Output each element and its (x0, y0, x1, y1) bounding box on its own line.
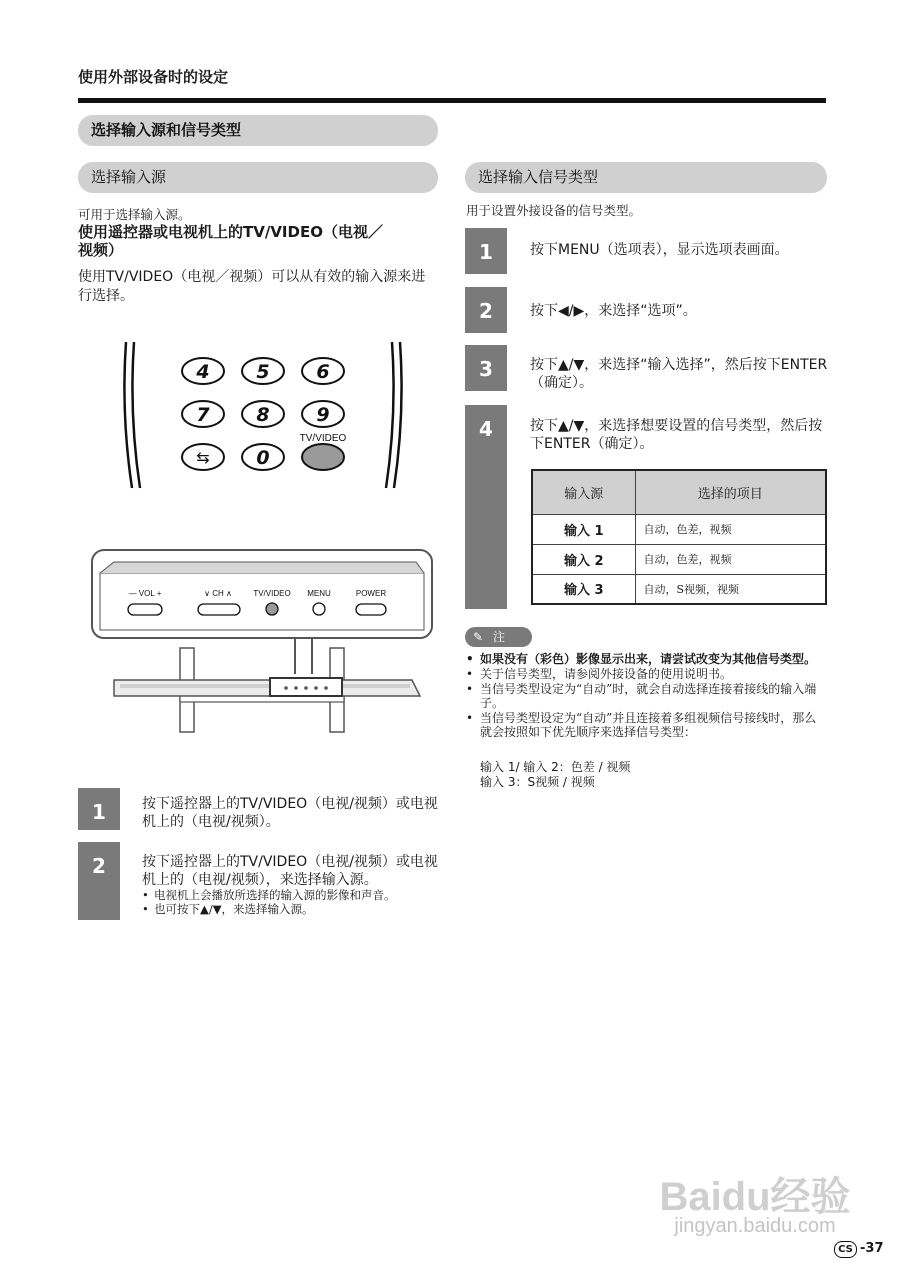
table-cell-options: 自动，色差，视频 (635, 514, 826, 544)
note-item: • 如果没有（彩色）影像显示出来，请尝试改变为其他信号类型。 (466, 652, 828, 666)
note-label: 注 (493, 630, 506, 644)
notes-list (466, 652, 828, 740)
page-number: -37 (860, 1241, 884, 1256)
remote-illustration (118, 340, 408, 490)
table-row (532, 544, 826, 574)
vol-label: — VOL + (128, 589, 162, 598)
watermark-logo: Baidu经验 (659, 1175, 851, 1219)
table-row (532, 574, 826, 604)
priority-line-2: 输入 3：S视频 / 视频 (480, 775, 595, 789)
flashback-icon: ⇆ (196, 448, 210, 467)
table-cell-options: 自动，色差，视频 (635, 544, 826, 574)
left-step-2-marker (78, 842, 120, 920)
watermark-url: jingyan.baidu.com (674, 1215, 836, 1237)
right-step-4-text: 按下▲/▼，来选择想要设置的信号类型，然后按下ENTER（确定）。 (530, 418, 823, 452)
table-cell-source: 输入 3 (532, 574, 635, 604)
left-intro: 可用于选择输入源。 (78, 207, 191, 222)
tvvideo-key (302, 444, 344, 470)
table-header-source: 输入源 (532, 470, 635, 514)
ch-label: ∨ CH ∧ (204, 589, 232, 598)
table-row (532, 514, 826, 544)
ch-button (198, 604, 240, 615)
menu-button (313, 603, 325, 615)
power-label: POWER (355, 589, 387, 598)
section-title: 使用外部设备时的设定 (78, 68, 229, 86)
note-item: • 当信号类型设定为“自动”时，就会自动选择连接着接线的输入端子。 (466, 682, 828, 710)
list-item: • 也可按下▲/▼，来选择输入源。 (142, 902, 442, 916)
key-7: 7 (196, 404, 210, 426)
right-step-3-marker (465, 345, 507, 391)
main-heading (78, 115, 438, 146)
left-subheading: 使用遥控器或电视机上的TV/VIDEO（电视／视频） (78, 223, 383, 259)
note-item: • 当信号类型设定为“自动”并且连接着多组视频信号接线时，那么就会按照如下优先顺序来选择信号类型： (466, 711, 828, 739)
left-heading-text: 选择输入源 (91, 168, 167, 186)
left-step-1-text: 按下遥控器上的TV/VIDEO（电视/视频）或电视机上的（电视/视频）。 (142, 796, 438, 830)
table-cell-options: 自动，S视频，视频 (635, 574, 826, 604)
page-code: CS (838, 1244, 853, 1255)
right-heading-text: 选择输入信号类型 (478, 168, 599, 186)
right-step-3-number: 3 (479, 357, 493, 381)
left-step-1-number: 1 (92, 800, 106, 824)
key-8: 8 (256, 404, 270, 426)
remote-tvvideo-label: TV/VIDEO (299, 433, 347, 444)
left-description: 使用TV/VIDEO（电视／视频）可以从有效的输入源来进行选择。 (78, 269, 426, 304)
power-button (356, 604, 386, 615)
vol-button (128, 604, 162, 615)
right-heading (465, 162, 827, 193)
paperclip-icon: ✎ (473, 630, 484, 644)
key-9: 9 (316, 404, 330, 426)
menu-label: MENU (307, 589, 331, 598)
panel-tvvideo-button (266, 603, 278, 615)
right-step-4-number: 4 (479, 417, 493, 441)
note-header (465, 627, 532, 647)
key-0: 0 (256, 447, 270, 469)
right-step-3-text: 按下▲/▼，来选择“输入选择”，然后按下ENTER（确定）。 (530, 357, 828, 391)
list-item: • 电视机上会播放所选择的输入源的影像和声音。 (142, 888, 442, 902)
panel-tvvideo-label: TV/VIDEO (253, 589, 291, 598)
key-4: 4 (196, 361, 210, 383)
key-5: 5 (256, 361, 270, 383)
table-header-row (532, 470, 826, 514)
table-cell-source: 输入 1 (532, 514, 635, 544)
left-step-2-text: 按下遥控器上的TV/VIDEO（电视/视频）或电视机上的（电视/视频），来选择输入源。 (142, 854, 438, 888)
right-step-1-number: 1 (479, 240, 493, 264)
priority-list (480, 760, 630, 790)
right-step-2-marker (465, 287, 507, 333)
main-heading-text: 选择输入源和信号类型 (91, 121, 242, 139)
left-step-1-marker (78, 788, 120, 830)
right-step-4-marker (465, 405, 507, 609)
left-step-2-bullets (142, 888, 442, 916)
right-step-1-text: 按下MENU（选项表），显示选项表画面。 (530, 242, 789, 258)
right-step-2-number: 2 (479, 299, 493, 323)
key-6: 6 (316, 361, 330, 383)
priority-line-1: 输入 1/ 输入 2：色差 / 视频 (480, 760, 631, 774)
table-header-options: 选择的项目 (635, 470, 826, 514)
left-step-2-number: 2 (92, 854, 106, 878)
tv-panel-illustration (90, 548, 440, 738)
table-cell-source: 输入 2 (532, 544, 635, 574)
input-signal-table (531, 469, 827, 605)
left-heading (78, 162, 438, 193)
right-intro: 用于设置外接设备的信号类型。 (466, 203, 642, 218)
right-step-1-marker (465, 228, 507, 274)
right-step-2-text: 按下◀/▶，来选择“选项”。 (530, 303, 697, 319)
page-code-badge (834, 1241, 857, 1258)
header-rule (78, 98, 826, 103)
note-item: • 关于信号类型，请参阅外接设备的使用说明书。 (466, 667, 828, 681)
